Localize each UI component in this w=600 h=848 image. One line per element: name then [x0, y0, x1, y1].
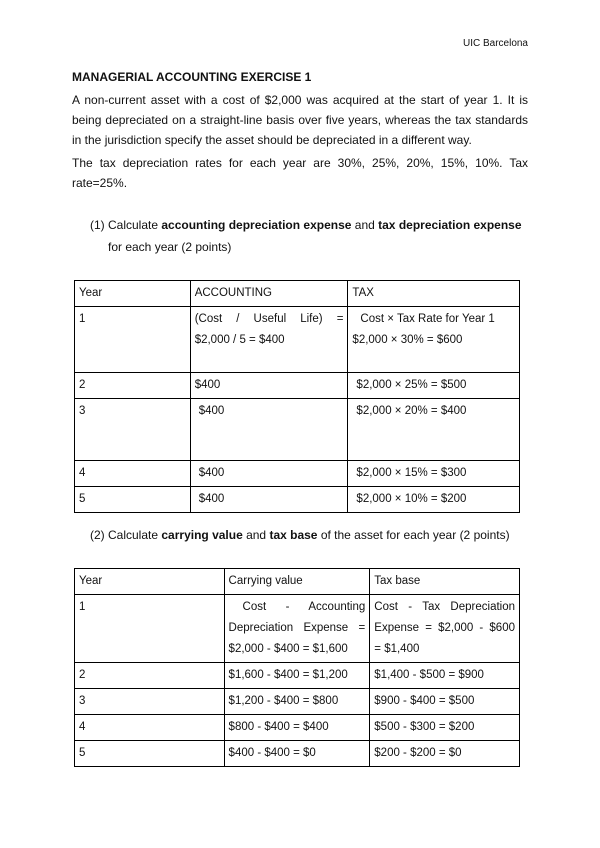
year-cell: 3 [75, 399, 191, 461]
carrying-value-cell: $400 - $400 = $0 [224, 741, 370, 767]
header-year: Year [75, 569, 225, 595]
table-row [75, 663, 520, 689]
accounting-formula: (Cost / Useful Life) = [194, 313, 344, 325]
q2-bold-taxbase: tax base [269, 528, 318, 542]
table-row [75, 399, 520, 461]
q2-suffix: of the asset for each year (2 points) [317, 528, 510, 542]
year-cell: 1 [75, 595, 225, 663]
q2-bold-carrying: carrying value [161, 528, 243, 542]
table-row [75, 715, 520, 741]
q1-bold-tax: tax depreciation expense [378, 218, 522, 232]
depreciation-table [74, 280, 520, 513]
table-row [75, 307, 520, 373]
intro-paragraph-1: A non-current asset with a cost of $2,000 was acquired at the start of year 1. It is being depreciated on a straight-line basis over five years, whereas the tax standards in the jurisdiction specify the asset should be depreciated in a different way. [72, 93, 528, 147]
carrying-calc: $2,000 - $400 = $1,600 [228, 643, 348, 655]
header-year: Year [75, 281, 191, 307]
year-cell: 4 [75, 715, 225, 741]
carrying-formula-1: Cost - Accounting [242, 601, 366, 613]
year-cell: 2 [75, 663, 225, 689]
header-tax: TAX [348, 281, 520, 307]
tax-cell: $2,000 × 20% = $400 [348, 399, 520, 461]
q2-mid: and [242, 528, 270, 542]
header-tax-base: Tax base [370, 569, 520, 595]
tax-base-cell [370, 595, 520, 663]
carrying-value-table [74, 568, 520, 767]
tax-base-calc: = $1,400 [374, 643, 420, 655]
year-cell: 2 [75, 373, 191, 399]
table-header-row [75, 281, 520, 307]
tax-base-cell: $900 - $400 = $500 [370, 689, 520, 715]
accounting-cell [190, 307, 348, 373]
carrying-value-cell: $800 - $400 = $400 [224, 715, 370, 741]
page-title: MANAGERIAL ACCOUNTING EXERCISE 1 [72, 70, 312, 84]
year-cell: 5 [75, 487, 191, 513]
table-row [75, 461, 520, 487]
q1-prefix: (1) Calculate [90, 218, 162, 232]
tax-calc: $2,000 × 30% = $600 [352, 334, 463, 346]
tax-formula: Cost × Tax Rate for Year 1 [360, 313, 495, 325]
year-cell: 1 [75, 307, 191, 373]
question-1 [90, 214, 530, 258]
table-row [75, 373, 520, 399]
year-cell: 4 [75, 461, 191, 487]
tax-base-cell: $500 - $300 = $200 [370, 715, 520, 741]
carrying-value-cell: $1,200 - $400 = $800 [224, 689, 370, 715]
accounting-cell: $400 [190, 461, 348, 487]
accounting-cell: $400 [190, 399, 348, 461]
q1-bold-accounting: accounting depreciation expense [161, 218, 352, 232]
tax-cell: $2,000 × 25% = $500 [348, 373, 520, 399]
table-row [75, 741, 520, 767]
carrying-value-cell [224, 595, 370, 663]
intro-paragraph-2: The tax depreciation rates for each year are 30%, 25%, 20%, 15%, 10%. Tax rate=25%. [72, 156, 528, 190]
accounting-cell: $400 [190, 487, 348, 513]
table-row [75, 689, 520, 715]
carrying-value-cell: $1,600 - $400 = $1,200 [224, 663, 370, 689]
q2-prefix: (2) Calculate [90, 528, 162, 542]
tax-cell [348, 307, 520, 373]
year-cell: 5 [75, 741, 225, 767]
institution-header: UIC Barcelona [462, 38, 528, 49]
tax-base-formula-2: Expense = $2,000 - $600 [374, 622, 515, 634]
header-carrying-value: Carrying value [224, 569, 370, 595]
accounting-cell: $400 [190, 373, 348, 399]
q1-mid: and [351, 218, 379, 232]
table-row [75, 487, 520, 513]
tax-base-cell: $200 - $200 = $0 [370, 741, 520, 767]
carrying-formula-2: Depreciation Expense = [228, 622, 366, 634]
tax-base-formula-1: Cost - Tax Depreciation [374, 601, 515, 613]
tax-cell: $2,000 × 10% = $200 [348, 487, 520, 513]
q1-suffix: for each year (2 points) [108, 240, 232, 254]
year-cell: 3 [75, 689, 225, 715]
tax-cell: $2,000 × 15% = $300 [348, 461, 520, 487]
question-2 [90, 524, 530, 546]
accounting-calc: $2,000 / 5 = $400 [194, 334, 285, 346]
table-header-row [75, 569, 520, 595]
tax-base-cell: $1,400 - $500 = $900 [370, 663, 520, 689]
table-row [75, 595, 520, 663]
header-accounting: ACCOUNTING [190, 281, 348, 307]
